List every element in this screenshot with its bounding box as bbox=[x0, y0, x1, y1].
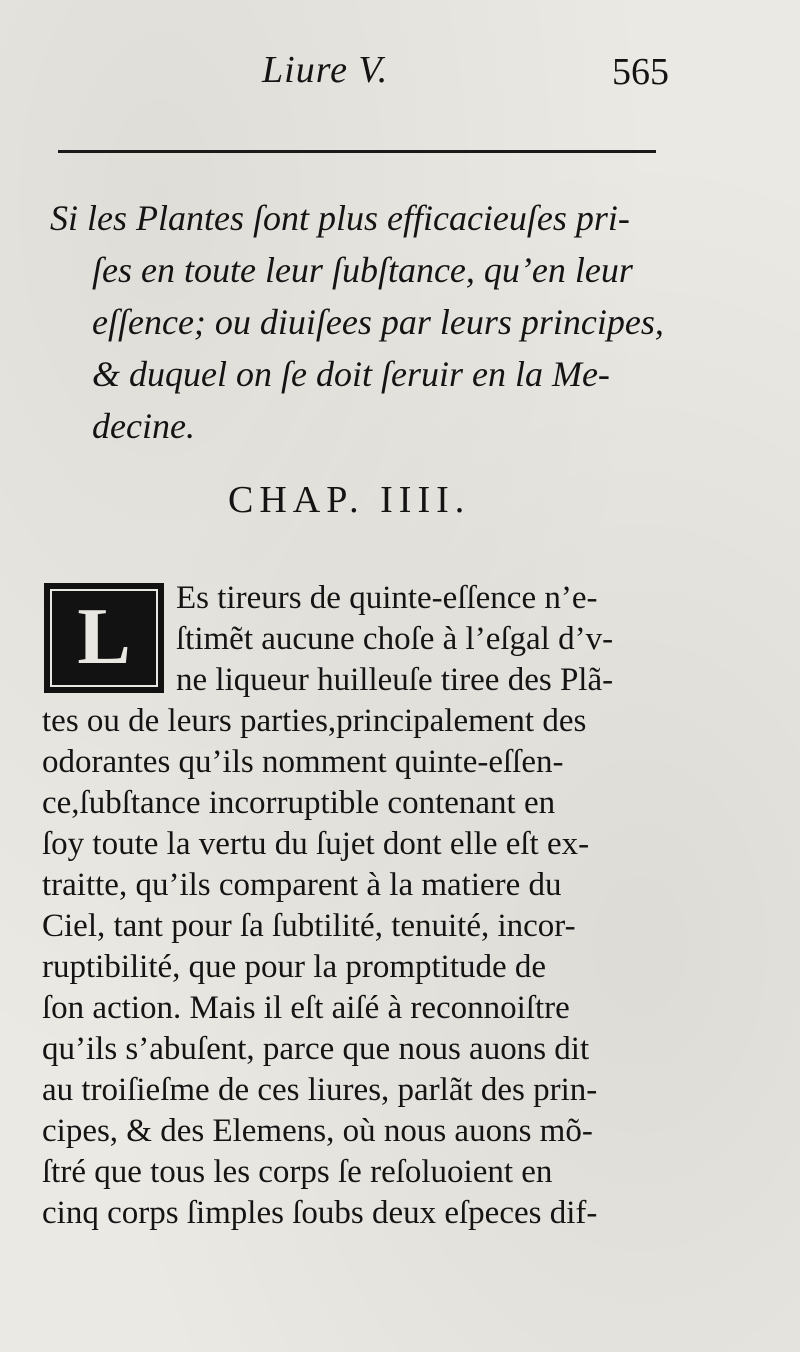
page-number: 565 bbox=[612, 51, 669, 93]
body-line: Es tireurs de quinte-eſſence n’e- bbox=[176, 580, 598, 616]
body-line: Ciel, tant pour ſa ſubtilité, tenuité, incor- bbox=[42, 908, 576, 944]
drop-cap-letter: L bbox=[50, 589, 158, 687]
body-line: ſtimẽt aucune choſe à l’eſgal d’v- bbox=[176, 621, 614, 657]
body-line: ruptibilité, que pour la promptitude de bbox=[42, 949, 547, 985]
chapter-title: CHAP. IIII. bbox=[228, 479, 471, 521]
body-paragraph bbox=[42, 578, 674, 1234]
section-heading bbox=[50, 192, 680, 452]
body-line: ce,ſubſtance incorruptible contenant en bbox=[42, 785, 556, 821]
body-line: au troiſieſme de ces liures, parlãt des prin- bbox=[42, 1072, 598, 1108]
body-line: qu’ils s’abuſent, parce que nous auons dit bbox=[42, 1031, 590, 1067]
heading-line: Si les Plantes ſont plus efficacieuſes pri- bbox=[50, 198, 630, 238]
body-line: traitte, qu’ils comparent à la matiere du bbox=[42, 867, 562, 903]
heading-line: ſes en toute leur ſubſtance, qu’en leur bbox=[92, 250, 633, 290]
body-line: ſtré que tous les corps ſe reſoluoient en bbox=[42, 1154, 553, 1190]
running-title: Liure V. bbox=[262, 49, 389, 91]
body-line: ne liqueur huilleuſe tiree des Plã- bbox=[176, 662, 614, 698]
body-line: ſon action. Mais il eſt aiſé à reconnoiſtre bbox=[42, 990, 570, 1026]
heading-line: eſſence; ou diuiſees par leurs principes, bbox=[92, 302, 664, 342]
body-line: tes ou de leurs parties,principalement des bbox=[42, 703, 587, 739]
heading-line: & duquel on ſe doit ſeruir en la Me- bbox=[92, 354, 610, 394]
body-line: odorantes qu’ils nomment quinte-eſſen- bbox=[42, 744, 564, 780]
body-line: cinq corps ſimples ſoubs deux eſpeces dif- bbox=[42, 1195, 598, 1231]
body-line: ſoy toute la vertu du ſujet dont elle eſt ex- bbox=[42, 826, 590, 862]
body-line: cipes, & des Elemens, où nous auons mõ- bbox=[42, 1113, 593, 1149]
heading-line: decine. bbox=[92, 406, 195, 446]
header-rule bbox=[58, 150, 656, 153]
